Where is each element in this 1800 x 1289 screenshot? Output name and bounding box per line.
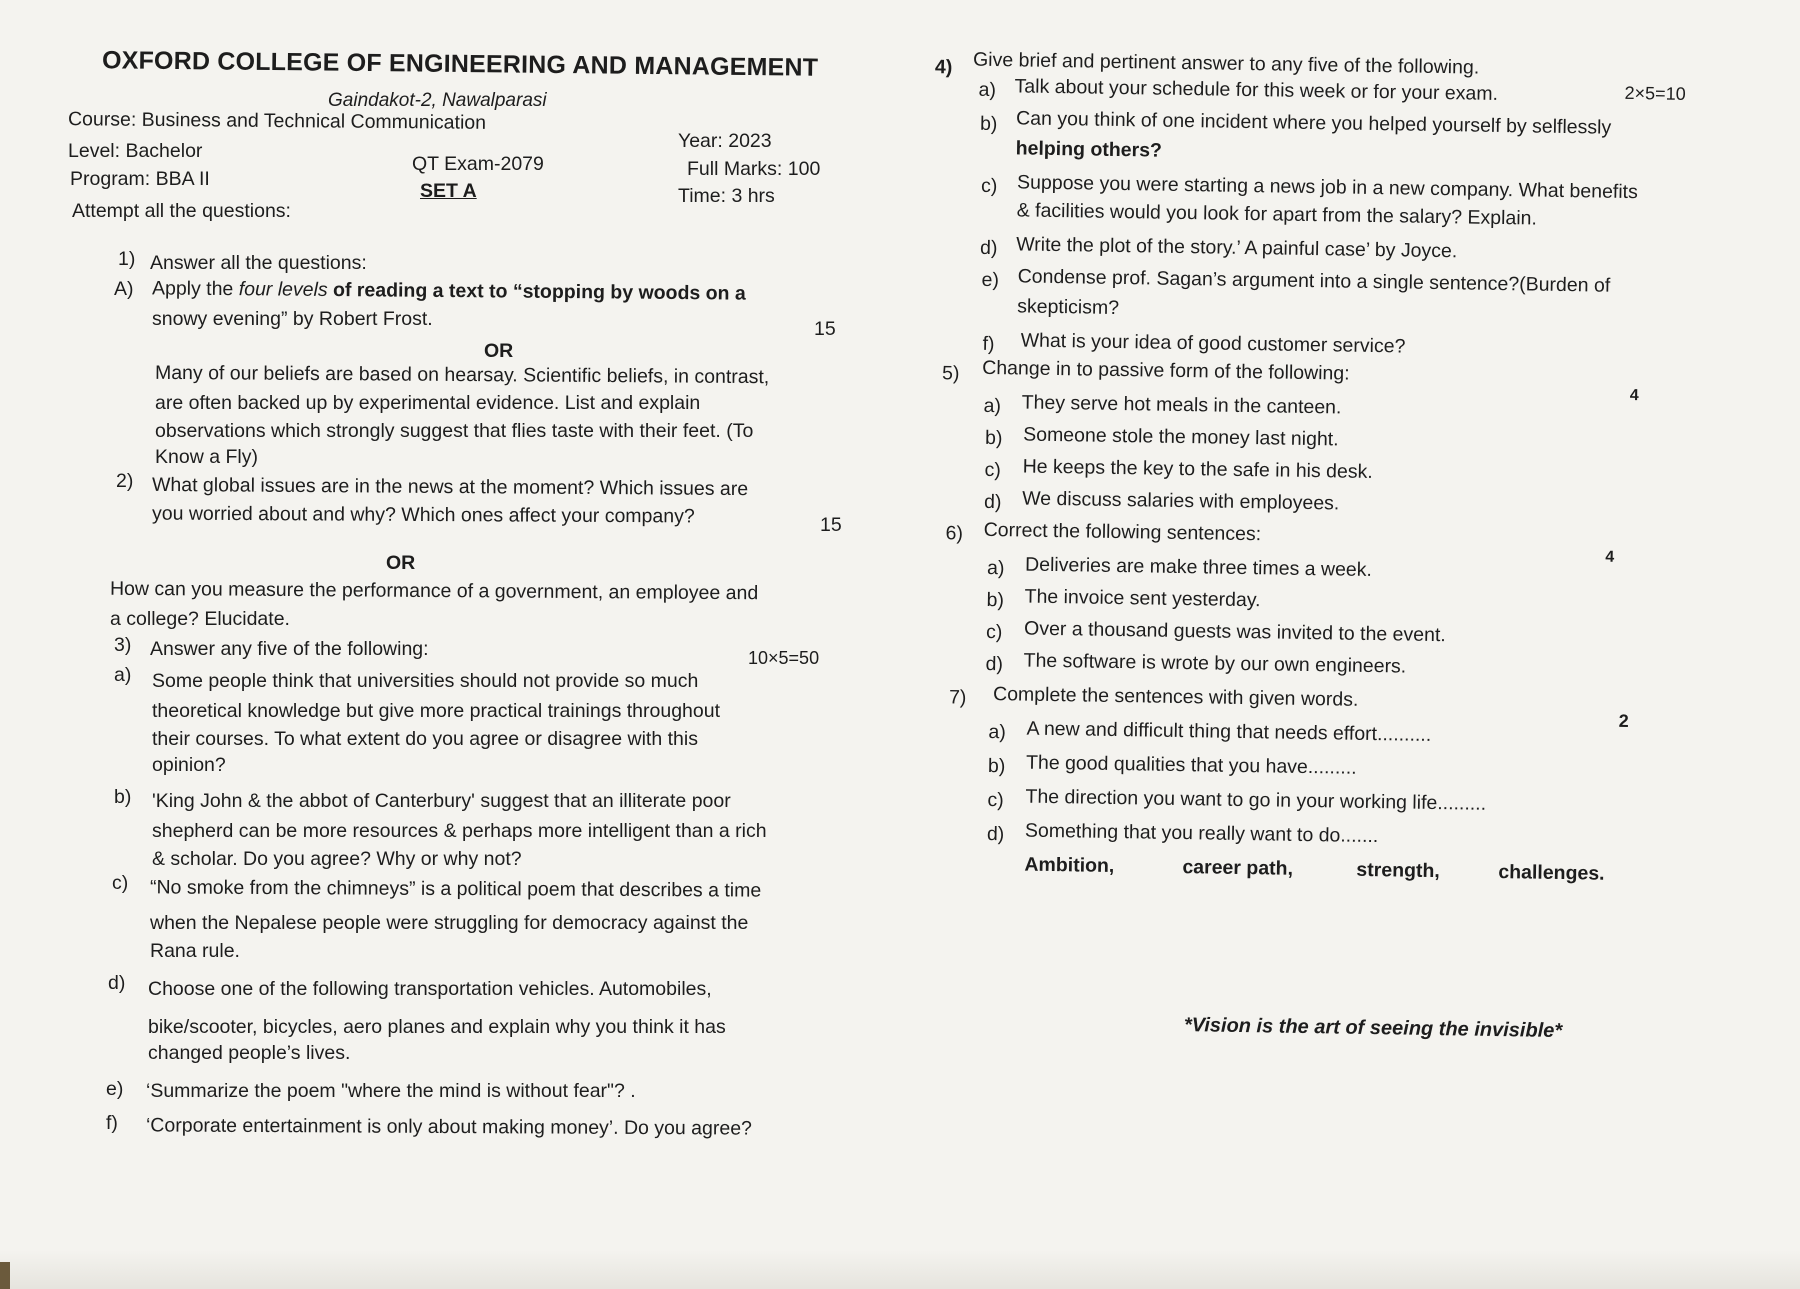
q6d-text: The software is wrote by our own engineers. (1023, 649, 1407, 678)
q7-text: Complete the sentences with given words. (992, 683, 1359, 711)
exam-time: Time: 3 hrs (678, 185, 775, 207)
q4e-line2: skepticism? (1017, 295, 1120, 320)
q3c-label: c) (112, 872, 129, 894)
q3f-label: f) (106, 1112, 118, 1134)
q3b-line2: shepherd can be more resources & perhaps more intelligent than a rich (152, 820, 767, 842)
q3b-line1: 'King John & the abbot of Canterbury' suggest that an illiterate poor (152, 790, 731, 812)
q3a-line3: their courses. To what extent do you agree or disagree with this (152, 728, 698, 750)
q5c-label: c) (984, 458, 1002, 482)
q5d-label: d) (983, 490, 1002, 514)
q2-number: 2) (116, 470, 134, 492)
q4a-text: Talk about your schedule for this week or for your exam. (1014, 75, 1499, 105)
q7a-text: A new and difficult thing that needs effort.......... (1026, 717, 1432, 746)
q3d-label: d) (108, 972, 126, 994)
q3b-line3: & scholar. Do you agree? Why or why not? (152, 848, 522, 870)
q3c-line3: Rana rule. (150, 940, 240, 962)
q3f-text: ‘Corporate entertainment is only about making money’. Do you agree? (145, 1114, 752, 1140)
q7b-label: b) (987, 755, 1006, 778)
q3c-line2: when the Nepalese people were struggling for democracy against the (150, 912, 749, 934)
q4d-text: Write the plot of the story.’ A painful case’ by Joyce. (1015, 233, 1458, 263)
q4d-label: d) (979, 236, 998, 260)
q4-text: Give brief and pertinent answer to any five of the following. (972, 48, 1480, 79)
q7-word-3: strength, (1356, 858, 1440, 883)
q6c-text: Over a thousand guests was invited to the event. (1023, 617, 1446, 647)
q4-number: 4) (934, 56, 953, 79)
q4c-line1: Suppose you were starting a news job in a new company. What benefits (1016, 171, 1638, 204)
q4a-label: a) (978, 78, 997, 102)
q3a-label: a) (114, 664, 132, 686)
q4e-label: e) (981, 268, 1000, 292)
q4c-label: c) (980, 174, 998, 198)
q4f-label: f) (982, 332, 995, 356)
q7-marks: 2 (1618, 710, 1629, 732)
q4b-line1: Can you think of one incident where you helped yourself by selflessly (1015, 107, 1612, 139)
right-column (930, 0, 1800, 1043)
q1-marks: 15 (814, 318, 836, 340)
q1-alt-line4: Know a Fly) (155, 446, 258, 468)
q6b-label: b) (986, 588, 1005, 612)
q3-number: 3) (114, 634, 132, 656)
q2-marks: 15 (820, 514, 842, 536)
q1-number: 1) (118, 248, 136, 270)
q6b-text: The invoice sent yesterday. (1024, 585, 1261, 612)
q4b-label: b) (979, 112, 998, 136)
q6-number: 6) (945, 522, 964, 545)
q3d-line2: bike/scooter, bicycles, aero planes and explain why you think it has (148, 1016, 726, 1038)
q5-number: 5) (941, 362, 960, 385)
q6c-label: c) (985, 620, 1003, 644)
q2-alt-line1: How can you measure the performance of a government, an employee and (109, 577, 759, 605)
q5b-label: b) (984, 426, 1003, 450)
college-location: Gaindakot-2, Nawalparasi (328, 90, 547, 111)
q6a-text: Deliveries are make three times a week. (1024, 553, 1373, 582)
q5-text: Change in to passive form of the following: (982, 356, 1350, 385)
q3e-text: ‘Summarize the poem "where the mind is without fear"? . (146, 1080, 636, 1102)
q6d-label: d) (985, 652, 1004, 676)
q1-or: OR (484, 340, 514, 362)
q7-word-2: career path, (1182, 856, 1294, 880)
q4b-line2: helping others? (1015, 137, 1163, 162)
q7-number: 7) (948, 686, 967, 709)
q1-alt-line1: Many of our beliefs are based on hearsay. Scientific beliefs, in contrast, (154, 361, 770, 389)
q3b-label: b) (114, 786, 132, 808)
q3d-line3: changed people’s lives. (148, 1042, 351, 1064)
q1-alt-line2: are often backed up by experimental evidence. List and explain (155, 392, 701, 414)
q4-marks: 2×5=10 (1624, 82, 1686, 104)
q7a-label: a) (988, 721, 1007, 744)
q7c-label: c) (987, 789, 1004, 812)
page-bottom-shadow (0, 1250, 1800, 1289)
q6-text: Correct the following sentences: (983, 518, 1262, 546)
q6a-label: a) (986, 556, 1005, 580)
exam-name: QT Exam-2079 (412, 153, 544, 175)
q3-text: Answer any five of the following: (150, 638, 429, 660)
q5a-text: They serve hot meals in the canteen. (1021, 391, 1342, 419)
program-line: Program: BBA II (70, 168, 210, 190)
q7-word-1: Ambition, (1024, 853, 1115, 878)
q4e-line1: Condense prof. Sagan’s argument into a single sentence?(Burden of (1017, 265, 1611, 297)
college-title: OXFORD COLLEGE OF ENGINEERING AND MANAGEMENT (101, 46, 819, 82)
q3a-line4: opinion? (152, 754, 226, 776)
q7d-label: d) (986, 822, 1005, 846)
footer-quote: *Vision is the art of seeing the invisible* (1183, 1014, 1563, 1043)
q1a-line1: Apply the four levels of reading a text to “stopping by woods on a (151, 277, 746, 305)
q3a-line2: theoretical knowledge but give more practical trainings throughout (152, 700, 720, 722)
q5-marks: 4 (1629, 387, 1639, 405)
q3d-line1: Choose one of the following transportation vehicles. Automobiles, (148, 978, 712, 1000)
exam-set: SET A (420, 180, 477, 202)
q1-alt-line3: observations which strongly suggest that flies taste with their feet. (To (155, 420, 754, 442)
q3-marks: 10×5=50 (748, 648, 820, 668)
q7b-text: The good qualities that you have......... (1025, 751, 1357, 779)
q7c-text: The direction you want to go in your working life......... (1025, 785, 1487, 815)
q3c-line1: “No smoke from the chimneys” is a political poem that describes a time (149, 876, 762, 902)
q6-marks: 4 (1605, 548, 1615, 566)
q3a-line1: Some people think that universities should not provide so much (152, 670, 699, 692)
page-corner-mark (0, 1262, 10, 1289)
q5b-text: Someone stole the money last night. (1023, 423, 1339, 451)
q7-word-4: challenges. (1498, 861, 1605, 885)
q2-alt-line2: a college? Elucidate. (110, 608, 290, 630)
instruction-line: Attempt all the questions: (72, 200, 291, 222)
q2-line1: What global issues are in the news at the moment? Which issues are (151, 473, 749, 501)
level-line: Level: Bachelor (68, 140, 203, 162)
q2-line2: you worried about and why? Which ones affect your company? (151, 502, 695, 528)
q5d-text: We discuss salaries with employees. (1022, 487, 1340, 515)
q7d-text: Something that you really want to do....... (1024, 819, 1379, 848)
q1a-label: A) (114, 278, 134, 300)
q5c-text: He keeps the key to the safe in his desk. (1022, 455, 1373, 484)
q4c-line2: & facilities would you look for apart from the salary? Explain. (1016, 199, 1538, 230)
exam-year: Year: 2023 (678, 130, 772, 152)
q1-text: Answer all the questions: (150, 252, 367, 274)
q1a-line2: snowy evening” by Robert Frost. (152, 308, 433, 330)
q2-or: OR (386, 552, 416, 574)
q4f-text: What is your idea of good customer service? (1020, 329, 1406, 358)
course-line: Course: Business and Technical Communication (67, 108, 487, 134)
q5a-label: a) (983, 394, 1002, 418)
full-marks: Full Marks: 100 (687, 158, 821, 180)
q3e-label: e) (106, 1078, 124, 1100)
